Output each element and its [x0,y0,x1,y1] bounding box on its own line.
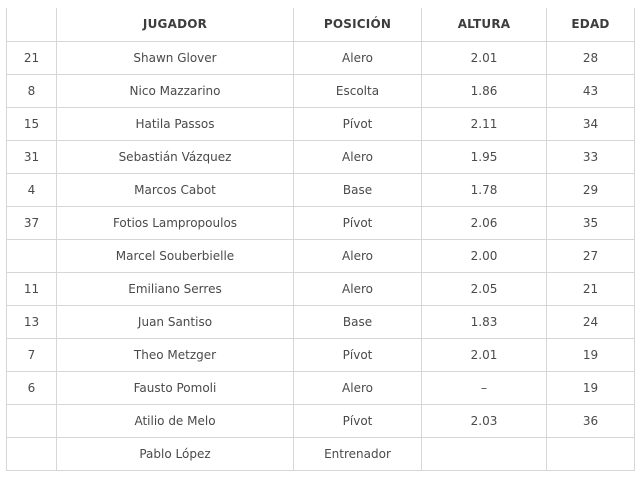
cell-height: – [422,371,547,404]
cell-height: 1.95 [422,140,547,173]
cell-number: 31 [7,140,57,173]
cell-player: Emiliano Serres [57,272,294,305]
cell-position: Base [294,305,422,338]
cell-age [547,437,635,470]
roster-table [6,8,635,471]
cell-number [7,437,57,470]
cell-position: Alero [294,272,422,305]
table-row [7,41,635,74]
table-row [7,140,635,173]
cell-number: 11 [7,272,57,305]
cell-number: 21 [7,41,57,74]
cell-age: 19 [547,371,635,404]
table-row [7,437,635,470]
cell-age: 27 [547,239,635,272]
cell-height: 2.11 [422,107,547,140]
cell-position: Pívot [294,206,422,239]
table-header-row [7,8,635,41]
cell-height: 2.00 [422,239,547,272]
cell-age: 33 [547,140,635,173]
cell-player: Nico Mazzarino [57,74,294,107]
cell-height: 2.01 [422,41,547,74]
table-row [7,74,635,107]
header-number [7,8,57,41]
cell-height: 1.78 [422,173,547,206]
table-row [7,371,635,404]
header-position: POSICIÓN [294,8,422,41]
cell-player: Fotios Lampropoulos [57,206,294,239]
cell-number: 13 [7,305,57,338]
cell-number: 15 [7,107,57,140]
table-row [7,173,635,206]
cell-height: 2.06 [422,206,547,239]
cell-position: Pívot [294,338,422,371]
cell-player: Fausto Pomoli [57,371,294,404]
cell-player: Theo Metzger [57,338,294,371]
cell-position: Alero [294,371,422,404]
cell-number: 8 [7,74,57,107]
cell-position: Escolta [294,74,422,107]
cell-age: 21 [547,272,635,305]
cell-age: 24 [547,305,635,338]
cell-age: 19 [547,338,635,371]
cell-player: Juan Santiso [57,305,294,338]
table-row [7,107,635,140]
cell-height [422,437,547,470]
cell-age: 28 [547,41,635,74]
cell-height: 2.01 [422,338,547,371]
cell-height: 2.03 [422,404,547,437]
table-row [7,206,635,239]
cell-height: 2.05 [422,272,547,305]
cell-position: Entrenador [294,437,422,470]
cell-player: Sebastián Vázquez [57,140,294,173]
cell-age: 43 [547,74,635,107]
table-row [7,305,635,338]
table-row [7,404,635,437]
cell-number [7,404,57,437]
cell-number: 37 [7,206,57,239]
cell-age: 36 [547,404,635,437]
cell-height: 1.86 [422,74,547,107]
cell-position: Pívot [294,404,422,437]
table-row [7,272,635,305]
cell-number [7,239,57,272]
header-height: ALTURA [422,8,547,41]
cell-position: Alero [294,239,422,272]
cell-position: Alero [294,140,422,173]
cell-player: Marcel Souberbielle [57,239,294,272]
cell-player: Shawn Glover [57,41,294,74]
cell-age: 35 [547,206,635,239]
table-row [7,338,635,371]
table-row [7,239,635,272]
cell-age: 29 [547,173,635,206]
header-player: JUGADOR [57,8,294,41]
cell-player: Atilio de Melo [57,404,294,437]
cell-height: 1.83 [422,305,547,338]
cell-number: 4 [7,173,57,206]
cell-number: 6 [7,371,57,404]
cell-age: 34 [547,107,635,140]
header-age: EDAD [547,8,635,41]
cell-player: Marcos Cabot [57,173,294,206]
cell-player: Pablo López [57,437,294,470]
cell-position: Base [294,173,422,206]
cell-player: Hatila Passos [57,107,294,140]
cell-position: Alero [294,41,422,74]
cell-number: 7 [7,338,57,371]
cell-position: Pívot [294,107,422,140]
